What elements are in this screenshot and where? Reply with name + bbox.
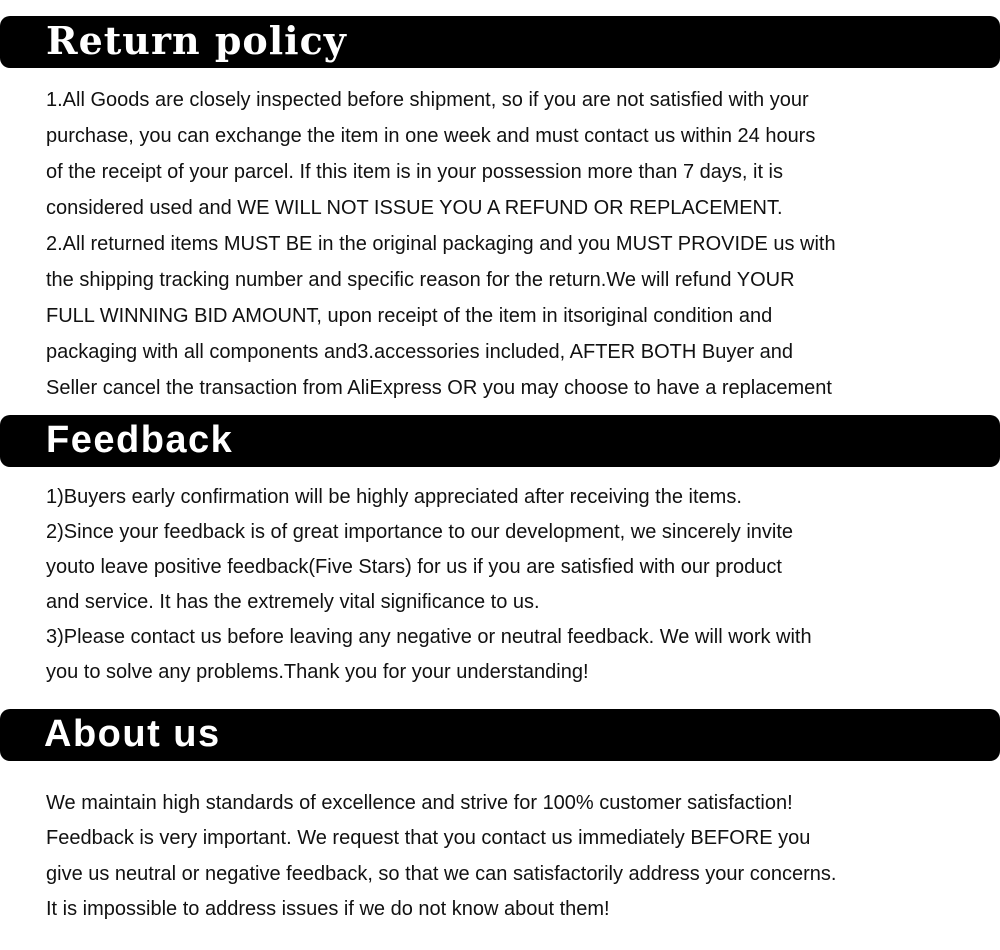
feedback-line: 2)Since your feedback is of great importance to our development, we sincerely invite bbox=[46, 521, 794, 543]
feedback-title: Feedback bbox=[46, 419, 234, 461]
return-policy-title: Return policy bbox=[46, 18, 347, 63]
feedback-line: 3)Please contact us before leaving any negative or neutral feedback. We will work with bbox=[46, 626, 812, 648]
feedback-header bbox=[0, 415, 1000, 467]
about-us-title: About us bbox=[44, 713, 221, 755]
return-policy-line: purchase, you can exchange the item in one week and must contact us within 24 hours bbox=[46, 125, 816, 147]
return-policy-line: 2.All returned items MUST BE in the original packaging and you MUST PROVIDE us with bbox=[46, 233, 836, 255]
return-policy-line: of the receipt of your parcel. If this item is in your possession more than 7 days, it is bbox=[46, 161, 784, 183]
about-us-header bbox=[0, 709, 1000, 761]
return-policy-line: packaging with all components and3.accessories included, AFTER BOTH Buyer and bbox=[46, 341, 794, 363]
feedback-line: 1)Buyers early confirmation will be highly appreciated after receiving the items. bbox=[46, 486, 742, 508]
about-us-line: We maintain high standards of excellence and strive for 100% customer satisfaction! bbox=[46, 792, 793, 814]
about-us-line: It is impossible to address issues if we do not know about them! bbox=[46, 897, 610, 920]
about-us-text bbox=[46, 786, 836, 927]
feedback-line: and service. It has the extremely vital significance to us. bbox=[46, 591, 540, 613]
feedback-text bbox=[46, 480, 812, 690]
return-policy-line: the shipping tracking number and specific reason for the return.We will refund YOUR bbox=[46, 269, 795, 291]
return-policy-header bbox=[0, 16, 1000, 68]
return-policy-line: 1.All Goods are closely inspected before shipment, so if you are not satisfied with your bbox=[46, 89, 809, 111]
about-us-line: give us neutral or negative feedback, so that we can satisfactorily address your concerns. bbox=[46, 862, 837, 885]
feedback-line: you to solve any problems.Thank you for your understanding! bbox=[46, 661, 589, 683]
return-policy-line: Seller cancel the transaction from AliExpress OR you may choose to have a replacement bbox=[46, 377, 832, 399]
return-policy-text bbox=[46, 82, 836, 406]
return-policy-line: considered used and WE WILL NOT ISSUE YOU A REFUND OR REPLACEMENT. bbox=[46, 197, 783, 219]
feedback-line: youto leave positive feedback(Five Stars) for us if you are satisfied with our product bbox=[46, 556, 782, 578]
return-policy-line: FULL WINNING BID AMOUNT, upon receipt of the item in itsoriginal condition and bbox=[46, 305, 773, 327]
about-us-line: Feedback is very important. We request that you contact us immediately BEFORE you bbox=[46, 827, 811, 850]
